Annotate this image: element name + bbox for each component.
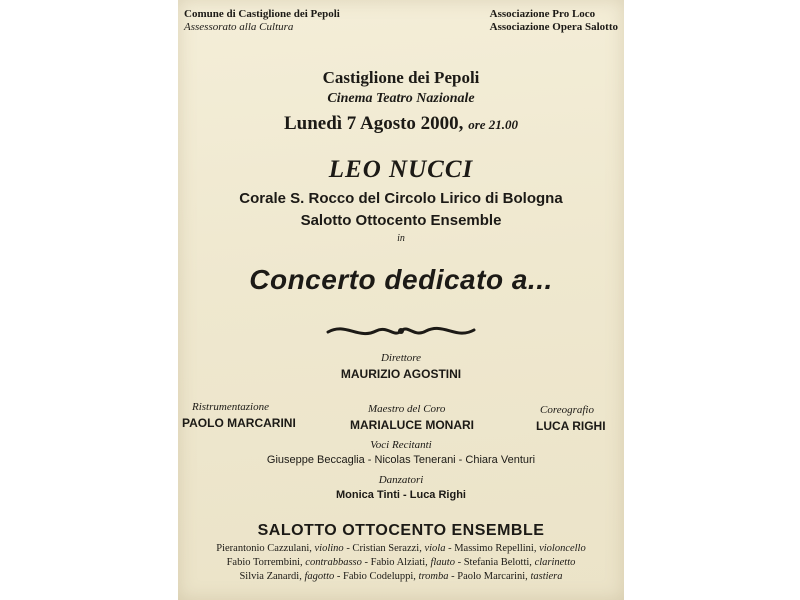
town-name: Castiglione dei Pepoli bbox=[322, 68, 480, 87]
musician: Pierantonio Cazzulani, bbox=[216, 543, 315, 554]
roster-row-1 bbox=[178, 543, 624, 554]
instrument: violino bbox=[314, 543, 344, 554]
instrument: clarinetto bbox=[534, 557, 576, 568]
instrument: tromba bbox=[418, 571, 449, 582]
event-date bbox=[178, 113, 624, 135]
header-left bbox=[184, 8, 340, 34]
time-text: ore 21.00 bbox=[468, 117, 519, 132]
musician: - Cristian Serazzi, bbox=[343, 543, 425, 554]
roster-row-3 bbox=[178, 571, 624, 582]
director-role: Direttore bbox=[380, 352, 422, 364]
chorus-master-role: Maestro del Coro bbox=[368, 403, 446, 415]
choreographer-name: LUCA RIGHI bbox=[536, 419, 606, 433]
voices-names: Giuseppe Beccaglia - Nicolas Tenerani - Chiara Venturi bbox=[266, 454, 536, 466]
voices-role: Voci Recitanti bbox=[370, 439, 432, 451]
choir-name: Corale S. Rocco del Circolo Lirico di Bologna bbox=[239, 190, 563, 207]
orchestration-name: PAOLO MARCARINI bbox=[182, 416, 296, 430]
musician: - Paolo Marcarini, bbox=[448, 571, 531, 582]
ornament-flourish-icon bbox=[326, 318, 476, 344]
concert-flyer bbox=[178, 0, 624, 600]
musician: Silvia Zanardi, bbox=[239, 571, 305, 582]
instrument: flauto bbox=[430, 557, 455, 568]
ensemble-name: Salotto Ottocento Ensemble bbox=[300, 212, 502, 229]
pro-loco: Associazione Pro Loco bbox=[489, 8, 596, 20]
instrument: violoncello bbox=[539, 543, 586, 554]
orchestration-role: Ristrumentazione bbox=[192, 401, 269, 413]
date-text: Lunedì 7 Agosto 2000, bbox=[283, 113, 464, 134]
venue-name: Cinema Teatro Nazionale bbox=[327, 91, 475, 106]
instrument: contrabbasso bbox=[305, 557, 362, 568]
musician: - Stefania Belotti, bbox=[454, 557, 535, 568]
director-name: MAURIZIO AGOSTINI bbox=[340, 367, 462, 381]
chorus-master-name: MARIALUCE MONARI bbox=[350, 418, 474, 432]
musician: - Massimo Repellini, bbox=[445, 543, 540, 554]
dancers-names: Monica Tinti - Luca Righi bbox=[336, 489, 466, 501]
musician: - Fabio Alziati, bbox=[361, 557, 431, 568]
concert-title: Concerto dedicato a... bbox=[249, 264, 553, 295]
opera-association: Associazione Opera Salotto bbox=[489, 21, 618, 33]
choreographer-role: Coreografio bbox=[540, 404, 594, 416]
instrument: fagotto bbox=[304, 571, 335, 582]
instrument: viola bbox=[424, 543, 446, 554]
musician: Fabio Torrembini, bbox=[226, 557, 306, 568]
instrument: tastiera bbox=[530, 571, 563, 582]
roster-row-2 bbox=[178, 557, 624, 568]
in-label: in bbox=[397, 233, 405, 244]
department: Assessorato alla Cultura bbox=[184, 21, 294, 33]
municipality: Comune di Castiglione dei Pepoli bbox=[184, 8, 340, 20]
headline-artist: LEO NUCCI bbox=[328, 156, 474, 183]
header-right bbox=[490, 8, 618, 34]
ensemble-section-title: SALOTTO OTTOCENTO ENSEMBLE bbox=[257, 522, 545, 539]
dancers-role: Danzatori bbox=[378, 474, 424, 486]
musician: - Fabio Codeluppi, bbox=[334, 571, 419, 582]
